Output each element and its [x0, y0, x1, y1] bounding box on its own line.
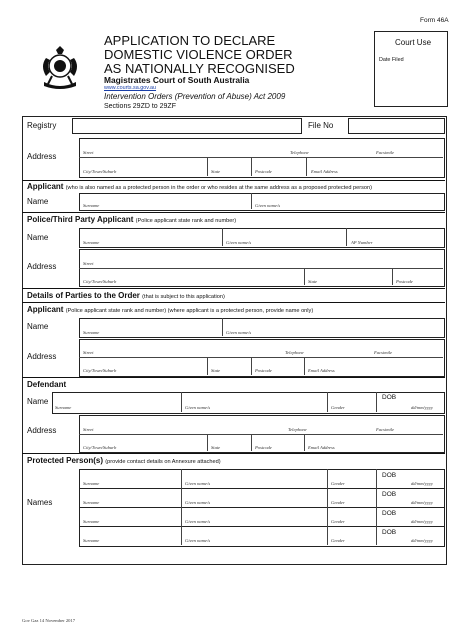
defendant-surname-caption: Surname	[55, 405, 72, 410]
defendant-dob-label: DOB	[382, 394, 397, 401]
form-title-line3: AS NATIONALLY RECOGNISED	[104, 61, 295, 76]
defendant-name-label: Name	[27, 397, 49, 406]
form-number: Form 46A	[420, 17, 449, 24]
file-no-label: File No	[308, 121, 334, 130]
applicant-heading: Applicant (who is also named as a protected person in the order or who resides at the same address as a proposed protected person)	[27, 182, 372, 191]
applicant2-note: (Police applicant state rank and number) (where applicant is a protected person, provide name only)	[65, 308, 314, 314]
protected-row-2-given: Given name/s	[185, 500, 211, 505]
telephone-caption: Telephone	[290, 150, 309, 155]
defendant-email-caption: Email Address	[308, 445, 335, 450]
defendant-heading: Defendant	[27, 380, 67, 389]
sections-ref: Sections 29ZD to 29ZF	[104, 103, 176, 110]
website-link[interactable]: www.courts.sa.gov.au	[104, 85, 157, 91]
protected-row-2-dob: DOB	[382, 491, 397, 498]
protected-row-3-gender: Gender	[331, 519, 345, 524]
defendant-address-label: Address	[27, 426, 57, 435]
applicant2-city-caption: City/Town/Suburb	[83, 368, 117, 373]
applicant2-email-caption: Email Address	[308, 368, 335, 373]
protected-row-1-gender: Gender	[331, 481, 345, 486]
defendant-street-caption: Street	[83, 427, 94, 432]
city-caption: City/Town/Suburb	[83, 169, 117, 174]
police-given-caption: Given name/s	[226, 240, 252, 245]
protected-row-1-surname: Surname	[83, 481, 100, 486]
applicant2-facsimile-caption: Facsimile	[374, 350, 393, 355]
postcode-caption: Postcode	[255, 169, 272, 174]
applicant2-postcode-caption: Postcode	[255, 368, 272, 373]
court-crest-logo	[36, 44, 84, 92]
police-surname-caption: Surname	[83, 240, 100, 245]
applicant2-heading: Applicant (Police applicant state rank and number) (where applicant is a protected person, provide name only)	[27, 305, 314, 314]
parties-note: (that is subject to this application)	[142, 294, 225, 300]
protected-row-1-given: Given name/s	[185, 481, 211, 486]
defendant-state-caption: State	[211, 445, 221, 450]
state-caption: State	[211, 169, 221, 174]
defendant-city-caption: City/Town/Suburb	[83, 445, 117, 450]
defendant-facsimile-caption: Facsimile	[376, 427, 395, 432]
defendant-dob-format: dd/mm/yyyy	[411, 405, 433, 410]
police-postcode-caption: Postcode	[396, 279, 413, 284]
file-no-input[interactable]	[348, 118, 445, 134]
applicant2-given-caption: Given name/s	[226, 330, 252, 335]
form-title-line2: DOMESTIC VIOLENCE ORDER	[104, 47, 293, 62]
protected-names-label: Names	[27, 498, 53, 507]
protected-note: (provide contact details on Annexure attached)	[105, 459, 221, 465]
police-address-label: Address	[27, 262, 57, 271]
court-use-box	[374, 31, 448, 107]
protected-row-3-surname: Surname	[83, 519, 100, 524]
court-use-title: Court Use	[395, 38, 432, 47]
protected-row-3-given: Given name/s	[185, 519, 211, 524]
applicant2-address-label: Address	[27, 352, 57, 361]
applicant2-name-input[interactable]	[79, 318, 445, 338]
protected-row-4-dob-format: dd/mm/yyyy	[411, 538, 433, 543]
protected-row-4-surname: Surname	[83, 538, 100, 543]
form-title-line1: APPLICATION TO DECLARE	[104, 33, 276, 48]
gazette-footer: Gov Gaz 14 November 2017	[22, 618, 76, 623]
defendant-given-caption: Given name/s	[185, 405, 211, 410]
applicant2-street-caption: Street	[83, 350, 94, 355]
police-note: (Police applicant state rank and number)	[135, 218, 237, 224]
court-name: Magistrates Court of South Australia	[104, 75, 250, 85]
registry-input[interactable]	[72, 118, 302, 134]
defendant-telephone-caption: Telephone	[288, 427, 307, 432]
applicant-surname-caption: Surname	[83, 203, 100, 208]
applicant-note: (who is also named as a protected person in the order or who resides at the same address as a proposed protected person)	[65, 185, 372, 191]
protected-row-3-dob: DOB	[382, 510, 397, 517]
applicant2-name-label: Name	[27, 322, 49, 331]
applicant2-telephone-caption: Telephone	[285, 350, 304, 355]
protected-row-2-gender: Gender	[331, 500, 345, 505]
protected-row-1-dob-format: dd/mm/yyyy	[411, 481, 433, 486]
police-city-caption: City/Town/Suburb	[83, 279, 117, 284]
protected-row-3-dob-format: dd/mm/yyyy	[411, 519, 433, 524]
police-name-label: Name	[27, 233, 49, 242]
protected-row-2-dob-format: dd/mm/yyyy	[411, 500, 433, 505]
protected-row-4-given: Given name/s	[185, 538, 211, 543]
police-street-caption: Street	[83, 261, 94, 266]
act-name: Intervention Orders (Prevention of Abuse) Act 2009	[104, 92, 286, 101]
applicant2-state-caption: State	[211, 368, 221, 373]
protected-heading: Protected Person(s) (provide contact details on Annexure attached)	[27, 456, 221, 465]
parties-heading: Details of Parties to the Order (that is subject to this application)	[27, 291, 225, 300]
police-heading: Police/Third Party Applicant (Police applicant state rank and number)	[27, 215, 237, 224]
applicant-given-caption: Given name/s	[255, 203, 281, 208]
email-caption: Email Address	[311, 169, 338, 174]
date-filed-label: Date Filed	[379, 57, 404, 63]
police-state-caption: State	[308, 279, 318, 284]
defendant-postcode-caption: Postcode	[255, 445, 272, 450]
protected-row-4-dob: DOB	[382, 529, 397, 536]
facsimile-caption: Facsimile	[376, 150, 395, 155]
protected-row-1-dob: DOB	[382, 472, 397, 479]
applicant2-surname-caption: Surname	[83, 330, 100, 335]
applicant-name-label: Name	[27, 197, 49, 206]
defendant-gender-caption: Gender	[331, 405, 345, 410]
police-name-input[interactable]	[79, 228, 445, 248]
address-label: Address	[27, 152, 57, 161]
protected-row-2-surname: Surname	[83, 500, 100, 505]
protected-row-4-gender: Gender	[331, 538, 345, 543]
police-ap-caption: AP Number	[351, 240, 373, 245]
registry-label: Registry	[27, 121, 57, 130]
street-caption: Street	[83, 150, 94, 155]
